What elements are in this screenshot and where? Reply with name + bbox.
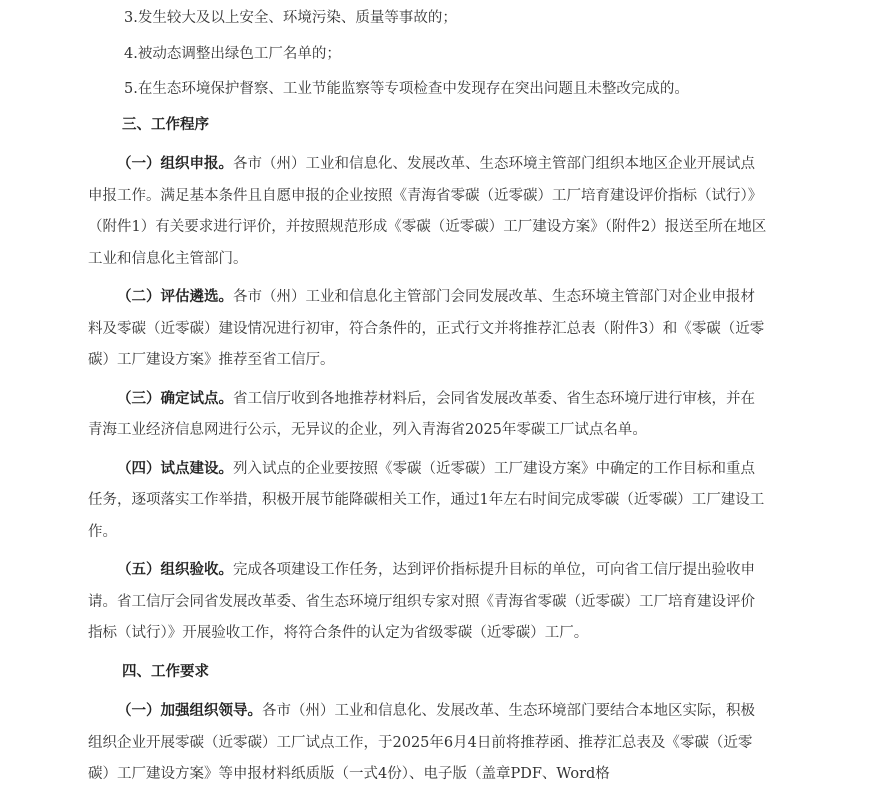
paragraph-title: （五）组织验收。 xyxy=(117,562,233,578)
list-item: 4.被动态调整出绿色工厂名单的； xyxy=(124,45,341,62)
paragraph xyxy=(88,696,767,791)
section-heading-work-requirements: 四、工作要求 xyxy=(122,663,209,680)
paragraph-text: 各市（州）工业和信息化、发展改革、生态环境主管部门组织本地区企业开展试点申报工作。满足基本条件且自愿申报的企业按照《青海省零碳（近零碳）工厂培育建设评价指标（试行）》（附件1）有关要求进行评价，并按照规范形成《零碳（近零碳）工厂建设方案》（附件2）报送至所在地区工业和信息化主管部门。 xyxy=(88,156,767,267)
paragraph xyxy=(88,384,767,447)
paragraph-title: （一）组织申报。 xyxy=(117,156,233,172)
paragraph-title: （一）加强组织领导。 xyxy=(117,703,262,719)
list-item: 3.发生较大及以上安全、环境污染、质量等事故的； xyxy=(124,10,457,26)
section-heading-work-procedure: 三、工作程序 xyxy=(122,116,209,133)
paragraph-title: （四）试点建设。 xyxy=(117,460,233,477)
paragraph xyxy=(88,555,767,650)
paragraph xyxy=(88,149,767,275)
paragraph-title: （三）确定试点。 xyxy=(117,390,233,407)
paragraph-text: 列入试点的企业要按照《零碳（近零碳）工厂建设方案》中确定的工作目标和重点任务，逐项落实工作举措，积极开展节能降碳相关工作，通过1年左右时间完成零碳（近零碳）工厂建设工作。 xyxy=(88,460,765,540)
list-item: 5.在生态环境保护督察、工业节能监察等专项检查中发现存在突出问题且未整改完成的。 xyxy=(124,81,689,97)
paragraph-title: （二）评估遴选。 xyxy=(117,289,233,305)
document-body xyxy=(0,3,871,782)
paragraph xyxy=(88,454,767,549)
paragraph-text: 各市（州）工业和信息化、发展改革、生态环境部门要结合本地区实际，积极组织企业开展零碳（近零碳）工厂试点工作，于2025年6月4日前将推荐函、推荐汇总表及《零碳（近零碳）工厂建设方案》等申报材料纸质版（一式4份）、电子版（盖章PDF、Word格 xyxy=(88,703,755,782)
paragraph-text: 完成各项建设工作任务，达到评价指标提升目标的单位，可向省工信厅提出验收申请。省工信厅会同省发展改革委、省生态环境厅组织专家对照《青海省零碳（近零碳）工厂培育建设评价指标（试行）》开展验收工作，将符合条件的认定为省级零碳（近零碳）工厂。 xyxy=(88,562,755,641)
paragraph-text: 各市（州）工业和信息化主管部门会同发展改革、生态环境主管部门对企业申报材料及零碳（近零碳）建设情况进行初审，符合条件的，正式行文并将推荐汇总表（附件3）和《零碳（近零碳）工厂建设方案》推荐至省工信厅。 xyxy=(88,289,765,368)
paragraph xyxy=(88,282,767,377)
paragraph-text: 省工信厅收到各地推荐材料后，会同省发展改革委、省生态环境厅进行审核，并在青海工业经济信息网进行公示，无异议的企业，列入青海省2025年零碳工厂试点名单。 xyxy=(88,390,755,438)
